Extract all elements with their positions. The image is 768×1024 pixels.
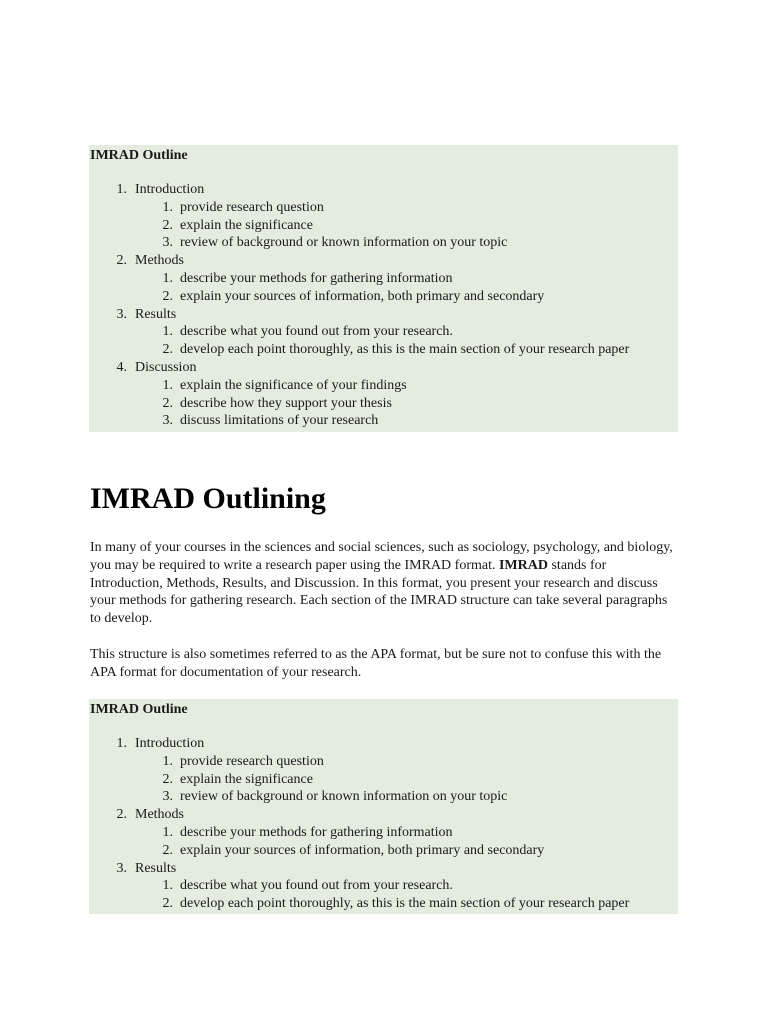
outline-title: IMRAD Outline [90,148,188,163]
outline-box-bottom: IMRAD Outline 1. Introduction 1. provide research question 2. explain the significance 3. review of background or known information on your topic 2. Methods 1. describe your methods for gathering information 2. explain your sources of information, both primary and secondary 3. Results 1. describe what you found out from your research. 2. develop each point thoroughly, as this is the main section of your research paper [89,699,678,914]
bold-term: IMRAD [498,557,548,573]
body-paragraph: This structure is also sometimes referred to as the APA format, but be sure not to confuse this with the APA format for documentation of your research. [90,647,662,680]
outline-box-top: IMRAD Outline 1. Introduction 1. provide research question 2. explain the significance 3. review of background or known information on your topic 2. Methods 1. describe your methods for gathering information 2. explain your sources of information, both primary and secondary 3. Results 1. describe what you found out from your research. 2. develop each point thoroughly, as this is the main section of your research paper 4. Discussion 1. explain the significance of your findings 2. describe how they support your thesis 3. discuss limitations of your research [89,145,678,432]
body-paragraph: In many of your courses in the sciences and social sciences, such as sociology, psychology, and biology, you may be required to write a research paper using the IMRAD format. IMRAD stands for Introduction, Methods, Results, and Discussion. In this format, you present your research and discuss your methods for gathering research. Each section of the IMRAD structure can take several paragraphs to develop. [90,540,673,627]
page-title: IMRAD Outlining [90,482,326,515]
outline-title: IMRAD Outline [90,702,188,717]
